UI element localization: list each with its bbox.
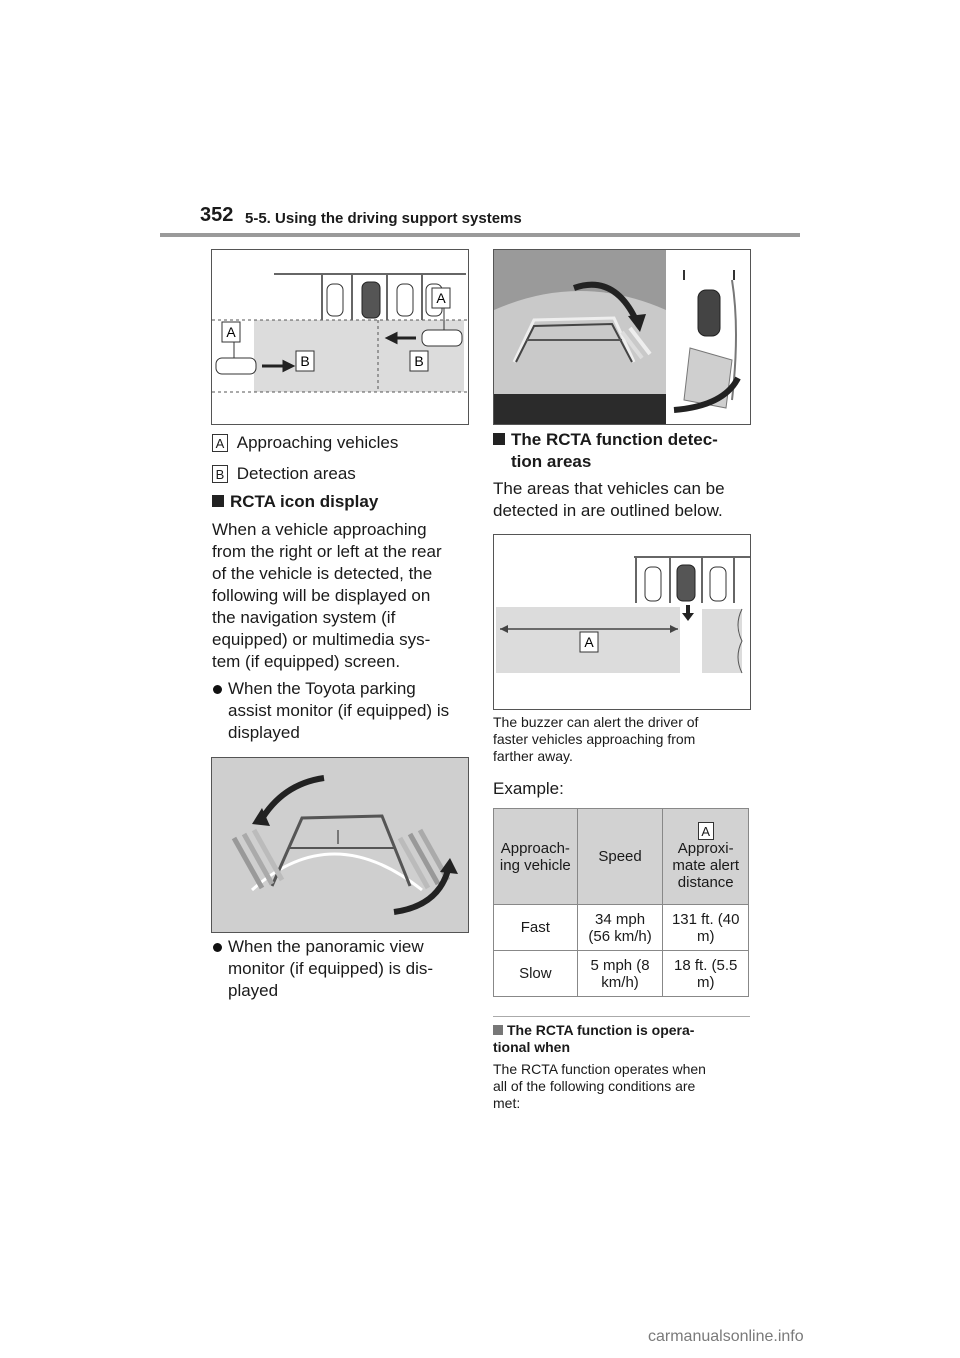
detection-area-diagram [493, 534, 751, 710]
own-car-icon [677, 565, 695, 601]
detection-areas-heading [493, 429, 718, 473]
detection-heading-line1: The RCTA function detec- [493, 429, 718, 451]
section-title: 5-5. Using the driving support systems [245, 210, 522, 227]
cell-speed: 34 mph (56 km/h) [577, 905, 663, 951]
detection-area-svg [494, 535, 750, 709]
operational-heading [493, 1022, 694, 1056]
detection-line: detected in are outlined below. [493, 501, 723, 520]
parking-lot-diagram [211, 249, 469, 425]
cell-speed: 5 mph (8 km/h) [577, 951, 663, 997]
parked-car-icon [645, 567, 661, 601]
cell-vehicle: Slow [494, 951, 578, 997]
label-b-right: B [414, 353, 424, 369]
heading-square-icon [212, 495, 224, 507]
label-b-left: B [300, 353, 310, 369]
rcta-line: When a vehicle approaching [212, 520, 427, 539]
parked-car-icon [327, 284, 343, 316]
operational-line: met: [493, 1095, 521, 1111]
panoramic-view-svg [494, 250, 750, 424]
legend-b [212, 463, 356, 485]
detection-zone-right [702, 609, 742, 673]
table-row [494, 905, 749, 951]
parked-car-icon [710, 567, 726, 601]
rcta-line: of the vehicle is detected, the [212, 564, 433, 583]
approaching-vehicle-right-icon [422, 330, 462, 346]
buzzer-line: faster vehicles approaching from [493, 731, 696, 747]
operational-line: The RCTA function operates when [493, 1061, 706, 1077]
own-car-top-icon [698, 290, 720, 336]
bullet2-line: When the panoramic view [228, 937, 424, 956]
bullet-dot-icon [213, 685, 222, 694]
legend-b-text: Detection areas [236, 464, 356, 483]
label-a-right: A [436, 290, 446, 306]
detection-line: The areas that vehicles can be [493, 479, 725, 498]
operational-line: all of the following conditions are [493, 1078, 696, 1094]
heading-square-icon [493, 1025, 503, 1035]
legend-a [212, 432, 398, 454]
rcta-icon-heading-text: RCTA icon display [230, 492, 379, 511]
header-speed: Speed [577, 809, 663, 905]
example-label: Example: [493, 779, 564, 798]
operational-paragraph [493, 1061, 706, 1112]
bullet-dot-icon [213, 943, 222, 952]
detection-paragraph [493, 478, 725, 522]
cell-distance: 18 ft. (5.5 m) [663, 951, 749, 997]
legend-b-label: B [212, 465, 228, 483]
buzzer-note [493, 714, 698, 765]
parking-assist-svg [212, 758, 468, 932]
rcta-line: following will be displayed on [212, 586, 431, 605]
rcta-line: equipped) or multimedia sys- [212, 630, 431, 649]
operational-heading-line2: tional when [493, 1039, 570, 1055]
example-table [493, 808, 749, 997]
label-a: A [584, 634, 594, 650]
rcta-paragraph [212, 519, 477, 673]
section-divider [493, 1016, 750, 1017]
bullet-parking-assist [213, 678, 478, 744]
table-header-row [494, 809, 749, 905]
parking-assist-monitor-screen [211, 757, 469, 933]
parked-car-icon [397, 284, 413, 316]
detection-heading-line2: tion areas [511, 452, 592, 471]
buzzer-line: The buzzer can alert the driver of [493, 714, 699, 730]
bullet2-line: monitor (if equipped) is dis- [228, 959, 434, 978]
header-label-a: A [698, 822, 714, 840]
bullet1-line: When the Toyota parking [228, 679, 416, 698]
bullet1-line: displayed [228, 723, 300, 742]
buzzer-line: farther away. [493, 748, 573, 764]
header-alert-distance: A Approxi- mate alert distance [663, 809, 749, 905]
rcta-line: tem (if equipped) screen. [212, 652, 401, 671]
operational-heading-line1: The RCTA function is opera- [493, 1022, 694, 1039]
parking-lot-diagram-svg [212, 250, 468, 424]
legend-a-label: A [212, 434, 228, 452]
bullet1-line: assist monitor (if equipped) is [228, 701, 450, 720]
cell-vehicle: Fast [494, 905, 578, 951]
down-arrow-icon [682, 605, 694, 621]
header-approaching-vehicle: Approach- ing vehicle [494, 809, 578, 905]
header-divider [160, 233, 800, 237]
rcta-line: from the right or left at the rear [212, 542, 442, 561]
bullet2-line: played [228, 981, 279, 1000]
rcta-line: the navigation system (if [212, 608, 396, 627]
bullet-panoramic-monitor [213, 936, 478, 1002]
table-row [494, 951, 749, 997]
cell-distance: 131 ft. (40 m) [663, 905, 749, 951]
page-number: 352 [200, 204, 234, 226]
heading-square-icon [493, 433, 505, 445]
panoramic-view-monitor-screen [493, 249, 751, 425]
approaching-vehicle-left-icon [216, 358, 256, 374]
rcta-icon-heading [212, 491, 378, 513]
detection-area-left [254, 320, 378, 392]
own-car-icon [362, 282, 380, 318]
label-a-left: A [226, 324, 236, 340]
watermark: carmanualsonline.info [648, 1328, 804, 1345]
legend-a-text: Approaching vehicles [236, 433, 399, 452]
